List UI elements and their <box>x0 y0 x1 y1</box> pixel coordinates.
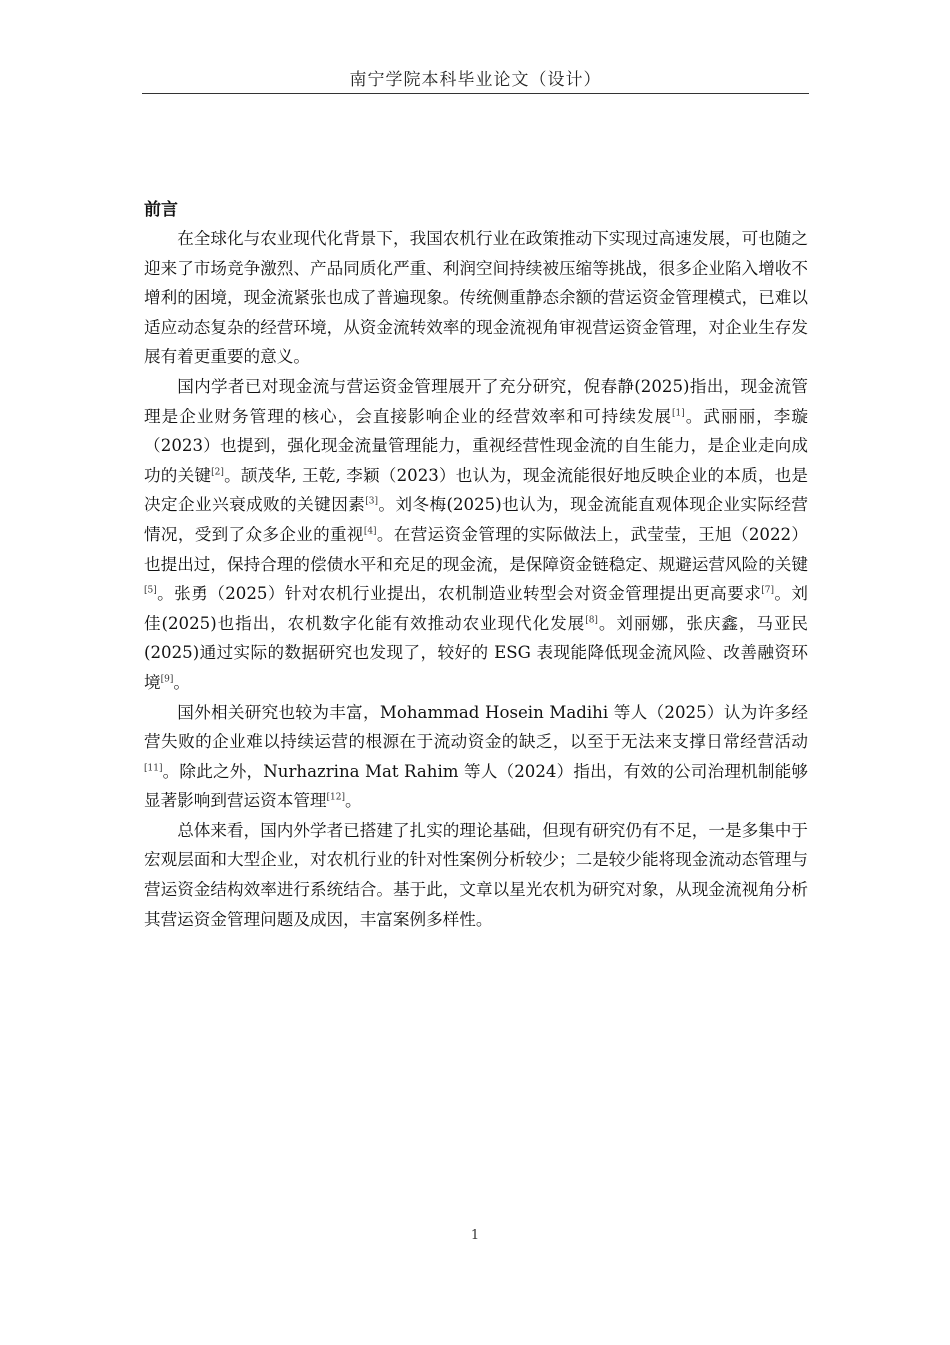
citation-marker: [9] <box>160 674 174 685</box>
paragraph-text: 国内学者已对现金流与营运资金管理展开了充分研究，倪春静(2025)指出，现金流管理是企业财务管理的核心，会直接影响企业的经营效率和可持续发展 <box>144 376 808 426</box>
citation-marker: [1] <box>672 408 685 419</box>
citation-marker: [12] <box>326 792 346 803</box>
citation-marker: [5] <box>144 585 157 596</box>
section-heading: 前言 <box>144 200 178 220</box>
paragraph-text: 。颉茂华, 王乾, 李颖（2023）也认为，现金流能很好地反映企业的本质，也是决定企业兴衰成败的关键因素 <box>144 465 809 515</box>
citation-marker: [8] <box>585 615 598 626</box>
paragraph-text: 。刘冬梅(2025)也认为，现金流能直观体现企业实际经营情况，受到了众多企业的重视 <box>144 495 809 544</box>
paragraph-text: 总体来看，国内外学者已搭建了扎实的理论基础，但现有研究仍有不足，一是多集中于宏观层面和大型企业，对农机行业的针对性案例分析较少；二是较少能将现金流动态管理与营运资金结构效率进行系统结合。基于此，文章以星光农机为研究对象，从现金流视角分析其营运资金管理问题及成因，丰富案例多样性。 <box>144 820 808 929</box>
paragraph-text: 在全球化与农业现代化背景下，我国农机行业在政策推动下实现过高速发展，可也随之迎来了市场竞争激烈、产品同质化严重、利润空间持续被压缩等挑战，很多企业陷入增收不增利的困境，现金流紧张也成了普遍现象。传统侧重静态余额的营运资金管理模式，已难以适应动态复杂的经营环境，从资金流转效率的现金流视角审视营运资金管理，对企业生存发展有着更重要的意义。 <box>144 229 808 367</box>
paragraph-summary <box>144 816 808 934</box>
citation-marker: [11] <box>144 763 163 774</box>
document-body <box>144 196 808 934</box>
citation-marker: [4] <box>363 526 377 537</box>
page-header: 南宁学院本科毕业论文（设计） <box>349 70 602 90</box>
paragraph-text: 。在营运资金管理的实际做法上，武莹莹，王旭（2022）也提出过，保持合理的偿债水平和充足的现金流，是保障资金链稳定、规避运营风险的关键 <box>144 524 808 574</box>
paragraph-intro <box>144 224 808 372</box>
paragraph-text: 。刘丽娜，张庆鑫，马亚民(2025)通过实际的数据研究也发现了，较好的 ESG 表现能降低现金流风险、改善融资环境 <box>144 613 808 692</box>
citation-marker: [3] <box>365 496 378 507</box>
header-divider <box>142 93 809 94</box>
paragraph-text: 。刘佳(2025)也指出，农机数字化能有效推动农业现代化发展 <box>144 584 808 633</box>
paragraph-text: 。张勇（2025）针对农机行业提出，农机制造业转型会对资金管理提出更高要求 <box>156 584 762 604</box>
paragraph-text: 国外相关研究也较为丰富，Mohammad Hosein Madihi 等人（2025）认为许多经营失败的企业难以持续运营的根源在于流动资金的缺乏，以至于无法来支撑日常经营活动 <box>144 702 808 752</box>
paragraph-text: 。 <box>345 791 362 811</box>
page-number: 1 <box>470 1228 480 1243</box>
paragraph-foreign-research <box>144 698 808 816</box>
citation-marker: [2] <box>211 467 224 478</box>
paragraph-text: 。 <box>173 672 190 692</box>
paragraph-text: 。除此之外，Nurhazrina Mat Rahim 等人（2024）指出，有效的公司治理机制能够显著影响到营运资本管理 <box>144 761 808 811</box>
citation-marker: [7] <box>761 585 774 596</box>
paragraph-domestic-research <box>144 372 808 698</box>
paragraph-text: 。武丽丽，李璇（2023）也提到，强化现金流量管理能力，重视经营性现金流的自生能力，是企业走向成功的关键 <box>144 406 809 485</box>
